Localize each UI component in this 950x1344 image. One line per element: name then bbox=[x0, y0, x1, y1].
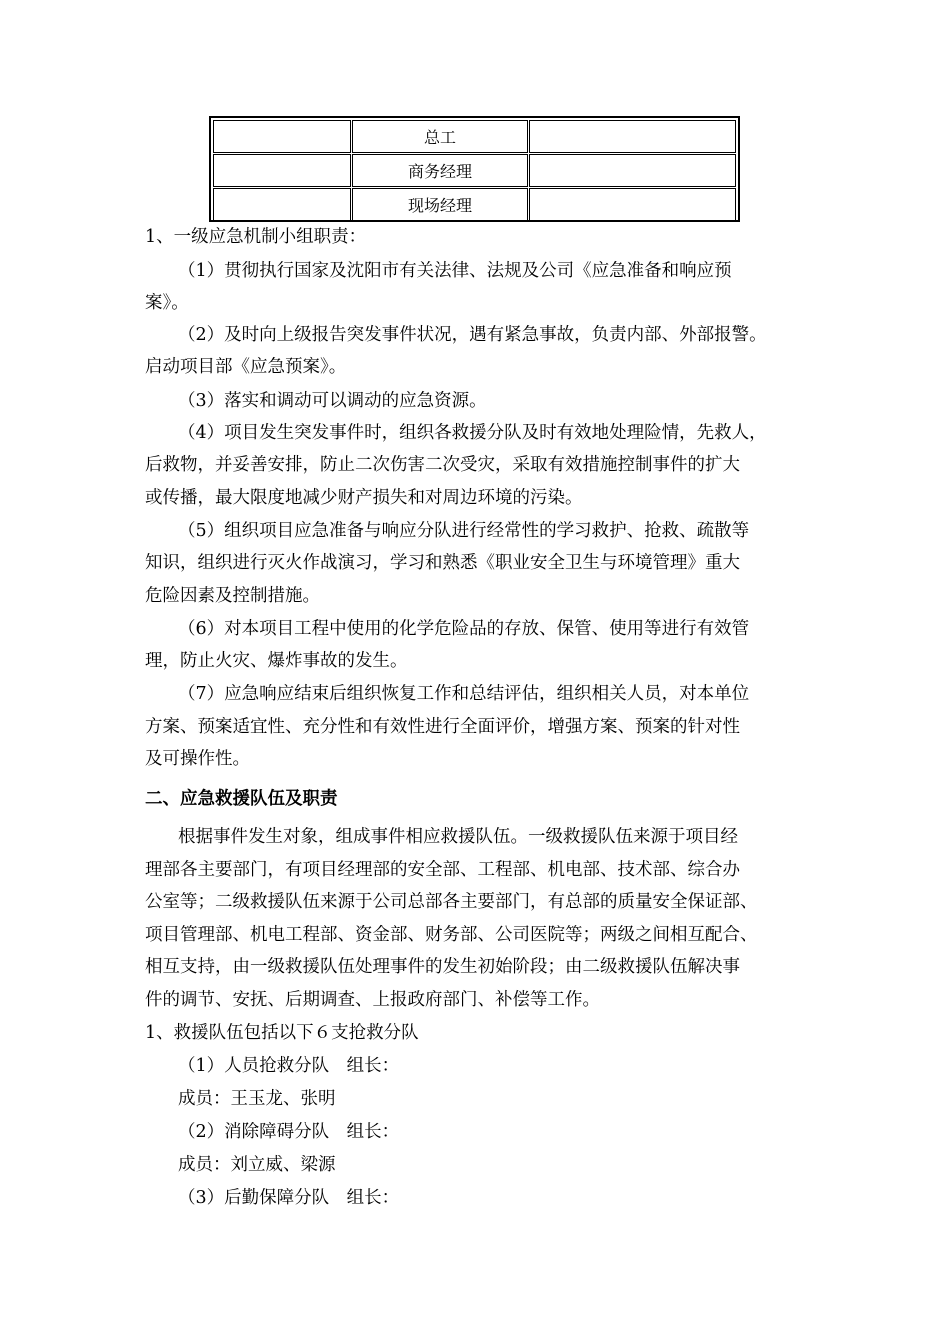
paragraph-line: 及可操作性。 bbox=[145, 749, 250, 769]
team-title: （2）消除障碍分队 组长： bbox=[178, 1122, 400, 1142]
team-title: （3）后勤保障分队 组长： bbox=[178, 1188, 400, 1208]
paragraph-line: （5）组织项目应急准备与响应分队进行经常性的学习救护、抢救、疏散等 bbox=[178, 521, 750, 541]
table-cell-role: 现场经理 bbox=[352, 188, 528, 221]
paragraph-line: 公室等；二级救援队伍来源于公司总部各主要部门，有总部的质量安全保证部、 bbox=[145, 892, 758, 912]
paragraph-line: （7）应急响应结束后组织恢复工作和总结评估，组织相关人员，对本单位 bbox=[178, 684, 750, 704]
paragraph-line: （6）对本项目工程中使用的化学危险品的存放、保管、使用等进行有效管 bbox=[178, 619, 750, 639]
paragraph-line: （4）项目发生突发事件时，组织各救援分队及时有效地处理险情，先救人， bbox=[178, 423, 767, 443]
table-cell-name bbox=[213, 120, 351, 153]
paragraph-line: 相互支持，由一级救援队伍处理事件的发生初始阶段；由二级救援队伍解决事 bbox=[145, 957, 740, 977]
paragraph-line: 根据事件发生对象，组成事件相应救援队伍。一级救援队伍来源于项目经 bbox=[178, 827, 738, 847]
section-subtitle: 1、救援队伍包括以下６支抢救分队 bbox=[145, 1023, 419, 1043]
paragraph-line: 案》。 bbox=[145, 293, 189, 313]
paragraph-line: 件的调节、安抚、后期调查、上报政府部门、补偿等工作。 bbox=[145, 990, 600, 1010]
table-cell-contact bbox=[529, 120, 736, 153]
table-row bbox=[213, 188, 736, 221]
table-row bbox=[213, 120, 736, 153]
table-cell-contact bbox=[529, 188, 736, 221]
roster-table bbox=[209, 116, 740, 222]
roster-grid bbox=[212, 119, 737, 222]
paragraph-line: （1）贯彻执行国家及沈阳市有关法律、法规及公司《应急准备和响应预 bbox=[178, 261, 732, 281]
table-cell-role: 总工 bbox=[352, 120, 528, 153]
paragraph-line: 项目管理部、机电工程部、资金部、财务部、公司医院等；两级之间相互配合、 bbox=[145, 925, 758, 945]
table-row bbox=[213, 154, 736, 187]
table-cell-role: 商务经理 bbox=[352, 154, 528, 187]
table-cell-name bbox=[213, 154, 351, 187]
team-members: 成员：王玉龙、张明 bbox=[178, 1089, 336, 1109]
paragraph-line: 知识，组织进行灭火作战演习，学习和熟悉《职业安全卫生与环境管理》重大 bbox=[145, 553, 740, 573]
team-title: （1）人员抢救分队 组长： bbox=[178, 1056, 400, 1076]
paragraph-line: 方案、预案适宜性、充分性和有效性进行全面评价，增强方案、预案的针对性 bbox=[145, 717, 740, 737]
paragraph-line: （3）落实和调动可以调动的应急资源。 bbox=[178, 391, 487, 411]
paragraph-line: 理，防止火灾、爆炸事故的发生。 bbox=[145, 651, 408, 671]
section-subtitle: 1、一级应急机制小组职责： bbox=[145, 227, 367, 247]
team-members: 成员：刘立威、梁源 bbox=[178, 1155, 336, 1175]
section-heading: 二、应急救援队伍及职责 bbox=[145, 789, 338, 809]
paragraph-line: 或传播，最大限度地减少财产损失和对周边环境的污染。 bbox=[145, 488, 583, 508]
table-cell-contact bbox=[529, 154, 736, 187]
paragraph-line: 危险因素及控制措施。 bbox=[145, 586, 320, 606]
paragraph-line: （2）及时向上级报告突发事件状况，遇有紧急事故，负责内部、外部报警。 bbox=[178, 325, 767, 345]
paragraph-line: 理部各主要部门，有项目经理部的安全部、工程部、机电部、技术部、综合办 bbox=[145, 860, 740, 880]
paragraph-line: 启动项目部《应急预案》。 bbox=[145, 357, 347, 377]
paragraph-line: 后救物，并妥善安排，防止二次伤害二次受灾，采取有效措施控制事件的扩大 bbox=[145, 455, 740, 475]
table-cell-name bbox=[213, 188, 351, 221]
